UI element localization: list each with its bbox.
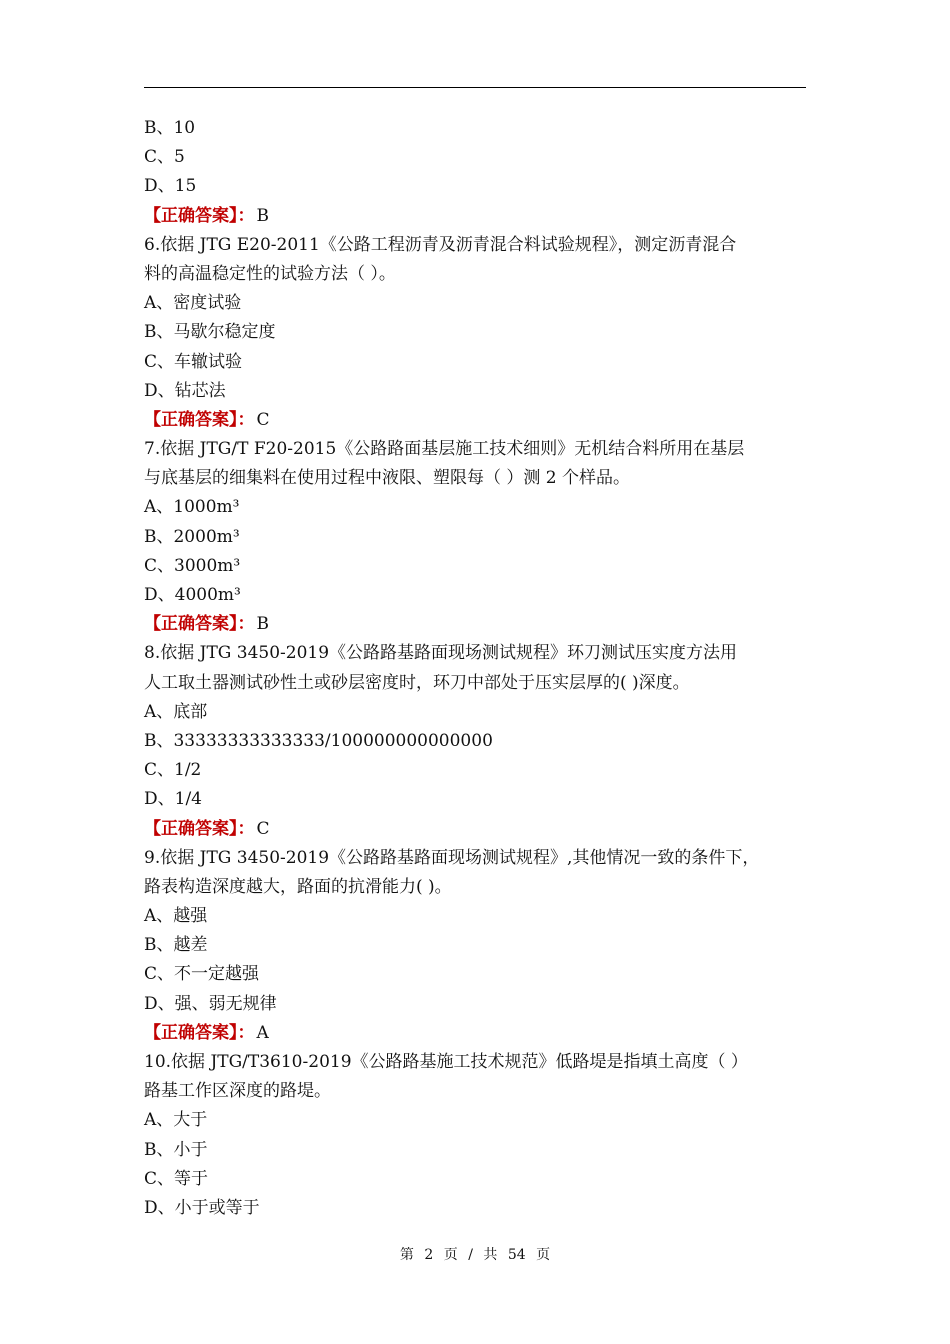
answer-line	[144, 202, 806, 231]
footer-page-word: 页	[443, 1247, 458, 1263]
option-line: B、马歇尔稳定度	[144, 322, 276, 343]
footer-current-page: 2	[424, 1247, 434, 1263]
answer-value: A	[256, 1022, 269, 1043]
answer-line	[144, 610, 806, 639]
option-line: C、等于	[144, 1168, 209, 1189]
option-line: A、1000m³	[144, 497, 240, 518]
option-line: C、车辙试验	[144, 351, 243, 372]
question-line: 9.依据 JTG 3450-2019《公路路基路面现场测试规程》,其他情况一致的条件下，	[144, 847, 760, 868]
footer-total-prefix: 共	[483, 1247, 498, 1263]
answer-label: 【正确答案】：	[144, 409, 255, 430]
option-line: D、小于或等于	[144, 1197, 260, 1218]
question-line: 8.依据 JTG 3450-2019《公路路基路面现场测试规程》环刀测试压实度方法用	[144, 643, 738, 664]
question-line: 人工取土器测试砂性土或砂层密度时，环刀中部处于压实层厚的( )深度。	[144, 672, 690, 693]
option-line: A、越强	[144, 906, 208, 927]
footer-total-pages: 54	[507, 1247, 526, 1263]
option-line: A、大于	[144, 1110, 208, 1131]
option-line: C、1/2	[144, 760, 202, 781]
answer-label: 【正确答案】：	[144, 205, 255, 226]
question-line: 与底基层的细集料在使用过程中液限、塑限每（ ）测 2 个样品。	[144, 468, 631, 489]
answer-value: C	[256, 409, 270, 430]
question-line: 料的高温稳定性的试验方法（ ）。	[144, 263, 396, 284]
answer-value: B	[256, 614, 269, 635]
footer-total-suffix: 页	[536, 1247, 551, 1263]
option-line: A、密度试验	[144, 293, 242, 314]
option-line: D、4000m³	[144, 585, 241, 605]
footer-separator: /	[468, 1247, 473, 1263]
question-line: 6.依据 JTG E20-2011《公路工程沥青及沥青混合料试验规程》，测定沥青混合	[144, 234, 737, 255]
option-line: D、15	[144, 176, 197, 197]
header-rule	[144, 87, 806, 88]
question-line: 10.依据 JTG/T3610-2019《公路路基施工技术规范》低路堤是指填土高度（ ）	[144, 1052, 748, 1072]
option-line: B、2000m³	[144, 526, 240, 547]
question-line: 路基工作区深度的路堤。	[144, 1081, 331, 1102]
option-line: A、底部	[144, 701, 208, 722]
option-line: D、强、弱无规律	[144, 993, 277, 1014]
answer-value: C	[256, 818, 270, 839]
question-line: 路表构造深度越大，路面的抗滑能力( )。	[144, 876, 452, 897]
page-footer	[0, 1244, 950, 1264]
option-line: B、33333333333333/100000000000000	[144, 730, 493, 751]
option-line: D、钻芯法	[144, 380, 226, 401]
answer-label: 【正确答案】：	[144, 614, 255, 635]
question-line: 7.依据 JTG/T F20-2015《公路路面基层施工技术细则》无机结合料所用在基层	[144, 439, 745, 460]
answer-line	[144, 1019, 806, 1048]
footer-prefix: 第	[399, 1247, 414, 1263]
document-body	[144, 114, 806, 1223]
option-line: C、3000m³	[144, 555, 241, 576]
answer-line	[144, 815, 806, 844]
answer-line	[144, 406, 806, 435]
option-line: D、1/4	[144, 789, 202, 810]
option-line: B、小于	[144, 1139, 208, 1160]
option-line: B、10	[144, 118, 196, 138]
answer-label: 【正确答案】：	[144, 1022, 255, 1043]
option-line: C、不一定越强	[144, 964, 260, 985]
answer-value: B	[256, 205, 269, 226]
option-line: C、5	[144, 147, 185, 168]
option-line: B、越差	[144, 935, 208, 956]
answer-label: 【正确答案】：	[144, 818, 255, 839]
